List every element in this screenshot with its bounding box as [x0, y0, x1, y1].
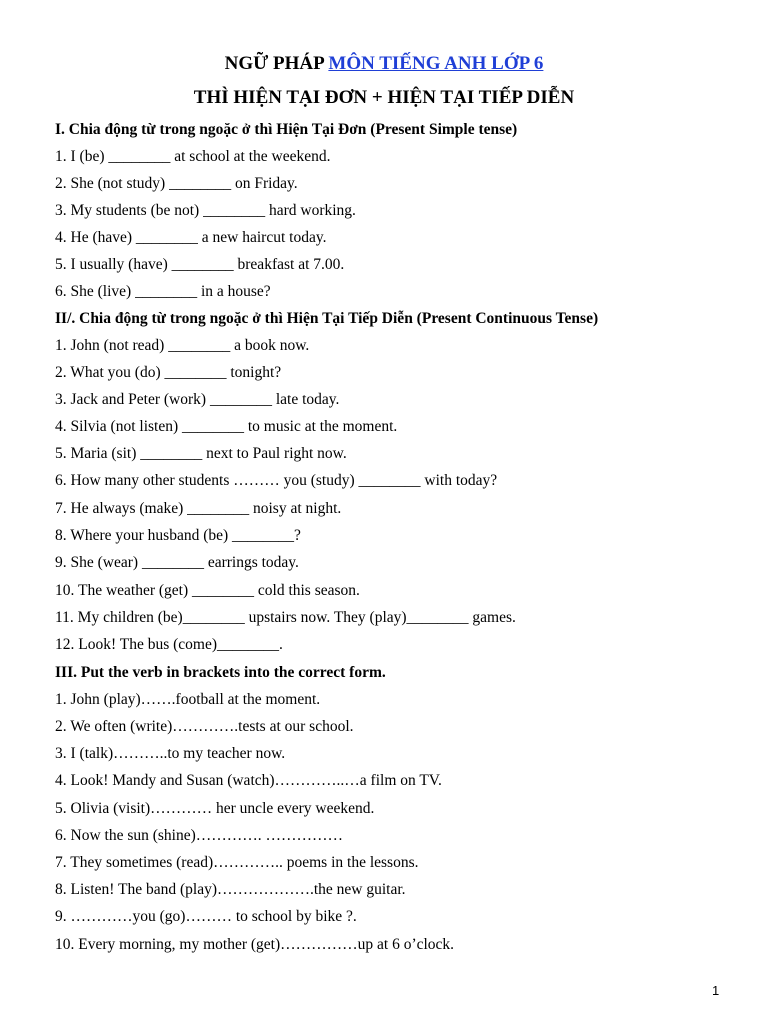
exercise-item: 2. She (not study) ________ on Friday.: [55, 175, 298, 192]
exercise-item: 4. Silvia (not listen) ________ to music at the moment.: [55, 418, 398, 435]
exercise-item: 4. He (have) ________ a new haircut today.: [55, 229, 327, 246]
exercise-item: 1. John (play)…….football at the moment.: [55, 691, 321, 708]
page-number: 1: [712, 983, 720, 998]
exercise-item: 12. Look! The bus (come)________.: [55, 636, 283, 653]
exercise-item: 3. I (talk)………..to my teacher now.: [55, 745, 286, 762]
exercise-item: 3. My students (be not) ________ hard working.: [55, 202, 356, 219]
exercise-item: 7. He always (make) ________ noisy at night.: [55, 500, 342, 517]
exercise-item: 9. She (wear) ________ earrings today.: [55, 554, 299, 571]
exercise-item: 4. Look! Mandy and Susan (watch)…………..…a film on TV.: [55, 772, 442, 789]
exercise-item: 2. We often (write)………….tests at our school.: [55, 718, 354, 735]
section-heading: I. Chia động từ trong ngoặc ở thì Hiện Tại Đơn (Present Simple tense): [55, 121, 518, 138]
page-subtitle: THÌ HIỆN TẠI ĐƠN + HIỆN TẠI TIẾP DIỄN: [193, 87, 575, 108]
exercise-item: 5. Olivia (visit)………… her uncle every weekend.: [55, 800, 375, 817]
exercise-item: 1. John (not read) ________ a book now.: [55, 337, 310, 354]
exercise-item: 7. They sometimes (read)………….. poems in the lessons.: [55, 854, 419, 871]
exercise-item: 6. How many other students ……… you (study) ________ with today?: [55, 472, 498, 489]
exercise-item: 1. I (be) ________ at school at the weekend.: [55, 148, 331, 165]
exercise-item: 6. She (live) ________ in a house?: [55, 283, 271, 300]
section-heading: III. Put the verb in brackets into the correct form.: [55, 664, 386, 681]
title-prefix: NGỮ PHÁP: [224, 53, 329, 74]
exercise-item: 10. Every morning, my mother (get)……………up at 6 o’clock.: [55, 936, 455, 953]
page-title: [0, 53, 768, 75]
title-link[interactable]: MÔN TIẾNG ANH LỚP 6: [328, 53, 544, 74]
exercise-item: 5. Maria (sit) ________ next to Paul right now.: [55, 445, 347, 462]
exercise-item: 8. Where your husband (be) ________?: [55, 527, 301, 544]
exercise-item: 3. Jack and Peter (work) ________ late today.: [55, 391, 340, 408]
exercise-item: 2. What you (do) ________ tonight?: [55, 364, 282, 381]
exercise-item: 6. Now the sun (shine)…………. ……………: [55, 827, 344, 844]
exercise-item: 8. Listen! The band (play)……………….the new guitar.: [55, 881, 406, 898]
exercise-item: 10. The weather (get) ________ cold this season.: [55, 582, 360, 599]
section-heading: II/. Chia động từ trong ngoặc ở thì Hiện Tại Tiếp Diễn (Present Continuous Tense): [55, 310, 599, 327]
exercise-item: 11. My children (be)________ upstairs now. They (play)________ games.: [55, 609, 516, 626]
exercise-item: 5. I usually (have) ________ breakfast at 7.00.: [55, 256, 345, 273]
exercise-item: 9. …………you (go)……… to school by bike ?.: [55, 908, 357, 925]
